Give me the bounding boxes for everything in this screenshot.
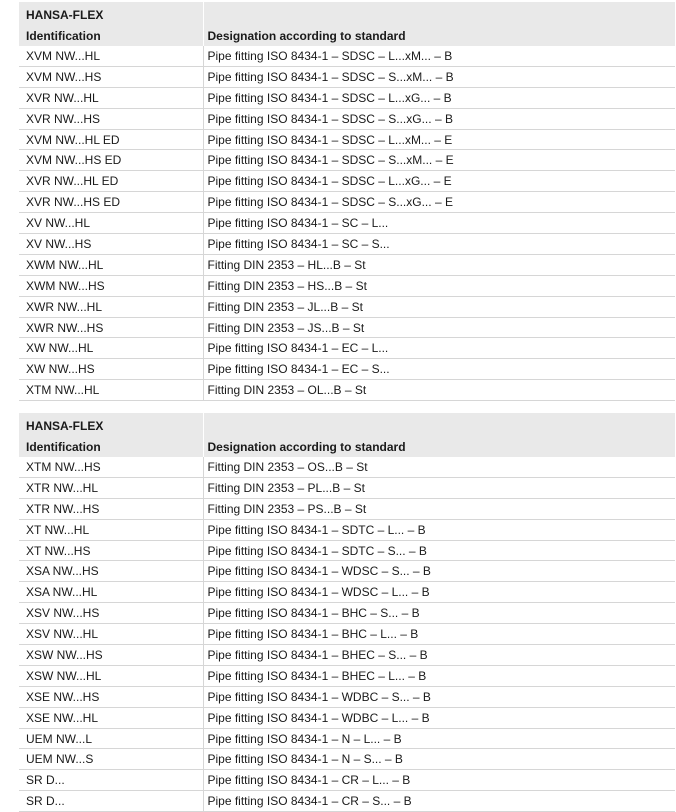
- table-row: [19, 749, 675, 770]
- identification-cell: XVM NW...HL: [19, 46, 203, 66]
- designation-cell: Pipe fitting ISO 8434-1 – EC – L...: [203, 338, 675, 359]
- identification-cell: XVR NW...HS ED: [19, 192, 203, 213]
- table-row: [19, 254, 675, 275]
- designation-cell: Pipe fitting ISO 8434-1 – SDSC – L...xG... – B: [203, 87, 675, 108]
- header-blank-cell: [203, 2, 675, 25]
- table-row: [19, 275, 675, 296]
- identification-cell: XSV NW...HL: [19, 624, 203, 645]
- identification-cell: XWM NW...HS: [19, 275, 203, 296]
- table-row: [19, 171, 675, 192]
- table-row: [19, 477, 675, 498]
- designation-cell: Pipe fitting ISO 8434-1 – SDSC – L...xG... – E: [203, 171, 675, 192]
- designation-cell: Pipe fitting ISO 8434-1 – CR – L... – B: [203, 770, 675, 791]
- table-body: [19, 457, 675, 812]
- identification-cell: XVR NW...HL ED: [19, 171, 203, 192]
- designation-cell: Pipe fitting ISO 8434-1 – WDSC – S... – B: [203, 561, 675, 582]
- table-row: [19, 46, 675, 66]
- designation-cell: Fitting DIN 2353 – HL...B – St: [203, 254, 675, 275]
- designation-cell: Fitting DIN 2353 – PL...B – St: [203, 477, 675, 498]
- table-row: [19, 540, 675, 561]
- table-row: [19, 317, 675, 338]
- identification-cell: XT NW...HL: [19, 519, 203, 540]
- identification-cell: XT NW...HS: [19, 540, 203, 561]
- identification-cell: XSV NW...HS: [19, 603, 203, 624]
- designation-cell: Pipe fitting ISO 8434-1 – BHC – L... – B: [203, 624, 675, 645]
- identification-cell: XVM NW...HS ED: [19, 150, 203, 171]
- identification-cell: XVM NW...HL ED: [19, 129, 203, 150]
- table-row: [19, 686, 675, 707]
- identification-cell: UEM NW...S: [19, 749, 203, 770]
- header-blank-cell: [203, 413, 675, 436]
- identification-cell: SR D...: [19, 791, 203, 812]
- identification-cell: XVM NW...HS: [19, 66, 203, 87]
- table-row: [19, 108, 675, 129]
- identification-cell: XWM NW...HL: [19, 254, 203, 275]
- table-row: [19, 645, 675, 666]
- brand-heading: HANSA-FLEX: [19, 2, 203, 25]
- identification-cell: XSE NW...HS: [19, 686, 203, 707]
- designation-cell: Pipe fitting ISO 8434-1 – WDBC – L... – B: [203, 707, 675, 728]
- identification-cell: SR D...: [19, 770, 203, 791]
- table-row: [19, 561, 675, 582]
- designation-cell: Fitting DIN 2353 – PS...B – St: [203, 498, 675, 519]
- designation-cell: Fitting DIN 2353 – OL...B – St: [203, 380, 675, 401]
- identification-cell: XSE NW...HL: [19, 707, 203, 728]
- designation-cell: Pipe fitting ISO 8434-1 – EC – S...: [203, 359, 675, 380]
- designation-header: Designation according to standard: [203, 436, 675, 457]
- table-row: [19, 519, 675, 540]
- designation-cell: Fitting DIN 2353 – JS...B – St: [203, 317, 675, 338]
- identification-cell: XW NW...HS: [19, 359, 203, 380]
- identification-cell: XTM NW...HL: [19, 380, 203, 401]
- table-row: [19, 603, 675, 624]
- designation-cell: Pipe fitting ISO 8434-1 – SDSC – L...xM... – E: [203, 129, 675, 150]
- table-row: [19, 129, 675, 150]
- table-row: [19, 66, 675, 87]
- identification-header: Identification: [19, 25, 203, 46]
- designation-cell: Fitting DIN 2353 – JL...B – St: [203, 296, 675, 317]
- designation-cell: Pipe fitting ISO 8434-1 – SDTC – S... – B: [203, 540, 675, 561]
- designation-cell: Pipe fitting ISO 8434-1 – SDSC – S...xG... – B: [203, 108, 675, 129]
- designation-cell: Pipe fitting ISO 8434-1 – WDBC – S... – B: [203, 686, 675, 707]
- table-row: [19, 791, 675, 812]
- designation-cell: Fitting DIN 2353 – OS...B – St: [203, 457, 675, 477]
- designation-cell: Pipe fitting ISO 8434-1 – SC – S...: [203, 234, 675, 255]
- identification-cell: XTR NW...HL: [19, 477, 203, 498]
- designation-cell: Pipe fitting ISO 8434-1 – SC – L...: [203, 213, 675, 234]
- table-row: [19, 150, 675, 171]
- fittings-table-1: [19, 2, 675, 401]
- designation-cell: Pipe fitting ISO 8434-1 – SDSC – S...xG... – E: [203, 192, 675, 213]
- designation-cell: Fitting DIN 2353 – HS...B – St: [203, 275, 675, 296]
- designation-cell: Pipe fitting ISO 8434-1 – SDTC – L... – B: [203, 519, 675, 540]
- designation-cell: Pipe fitting ISO 8434-1 – SDSC – L...xM... – B: [203, 46, 675, 66]
- identification-cell: XW NW...HL: [19, 338, 203, 359]
- identification-cell: XVR NW...HL: [19, 87, 203, 108]
- designation-cell: Pipe fitting ISO 8434-1 – N – S... – B: [203, 749, 675, 770]
- table-row: [19, 624, 675, 645]
- table-row: [19, 87, 675, 108]
- table-row: [19, 359, 675, 380]
- table-header: [19, 413, 675, 457]
- designation-cell: Pipe fitting ISO 8434-1 – SDSC – S...xM... – B: [203, 66, 675, 87]
- identification-cell: XV NW...HL: [19, 213, 203, 234]
- table-row: [19, 707, 675, 728]
- identification-cell: UEM NW...L: [19, 728, 203, 749]
- identification-cell: XTR NW...HS: [19, 498, 203, 519]
- designation-cell: Pipe fitting ISO 8434-1 – BHC – S... – B: [203, 603, 675, 624]
- table-row: [19, 380, 675, 401]
- designation-cell: Pipe fitting ISO 8434-1 – CR – S... – B: [203, 791, 675, 812]
- designation-cell: Pipe fitting ISO 8434-1 – BHEC – L... – B: [203, 665, 675, 686]
- identification-cell: XV NW...HS: [19, 234, 203, 255]
- identification-cell: XVR NW...HS: [19, 108, 203, 129]
- designation-cell: Pipe fitting ISO 8434-1 – BHEC – S... – B: [203, 645, 675, 666]
- table-row: [19, 213, 675, 234]
- table-row: [19, 457, 675, 477]
- table-header: [19, 2, 675, 46]
- table-row: [19, 192, 675, 213]
- identification-cell: XWR NW...HS: [19, 317, 203, 338]
- table-row: [19, 234, 675, 255]
- fittings-table-2: [19, 413, 675, 812]
- table-row: [19, 338, 675, 359]
- table-row: [19, 582, 675, 603]
- designation-cell: Pipe fitting ISO 8434-1 – SDSC – S...xM... – E: [203, 150, 675, 171]
- designation-cell: Pipe fitting ISO 8434-1 – WDSC – L... – B: [203, 582, 675, 603]
- table-row: [19, 770, 675, 791]
- designation-cell: Pipe fitting ISO 8434-1 – N – L... – B: [203, 728, 675, 749]
- table-body: [19, 46, 675, 401]
- identification-header: Identification: [19, 436, 203, 457]
- identification-cell: XSW NW...HS: [19, 645, 203, 666]
- table-row: [19, 296, 675, 317]
- identification-cell: XTM NW...HS: [19, 457, 203, 477]
- identification-cell: XSW NW...HL: [19, 665, 203, 686]
- brand-heading: HANSA-FLEX: [19, 413, 203, 436]
- identification-cell: XSA NW...HL: [19, 582, 203, 603]
- table-row: [19, 498, 675, 519]
- identification-cell: XWR NW...HL: [19, 296, 203, 317]
- designation-header: Designation according to standard: [203, 25, 675, 46]
- table-row: [19, 665, 675, 686]
- identification-cell: XSA NW...HS: [19, 561, 203, 582]
- table-row: [19, 728, 675, 749]
